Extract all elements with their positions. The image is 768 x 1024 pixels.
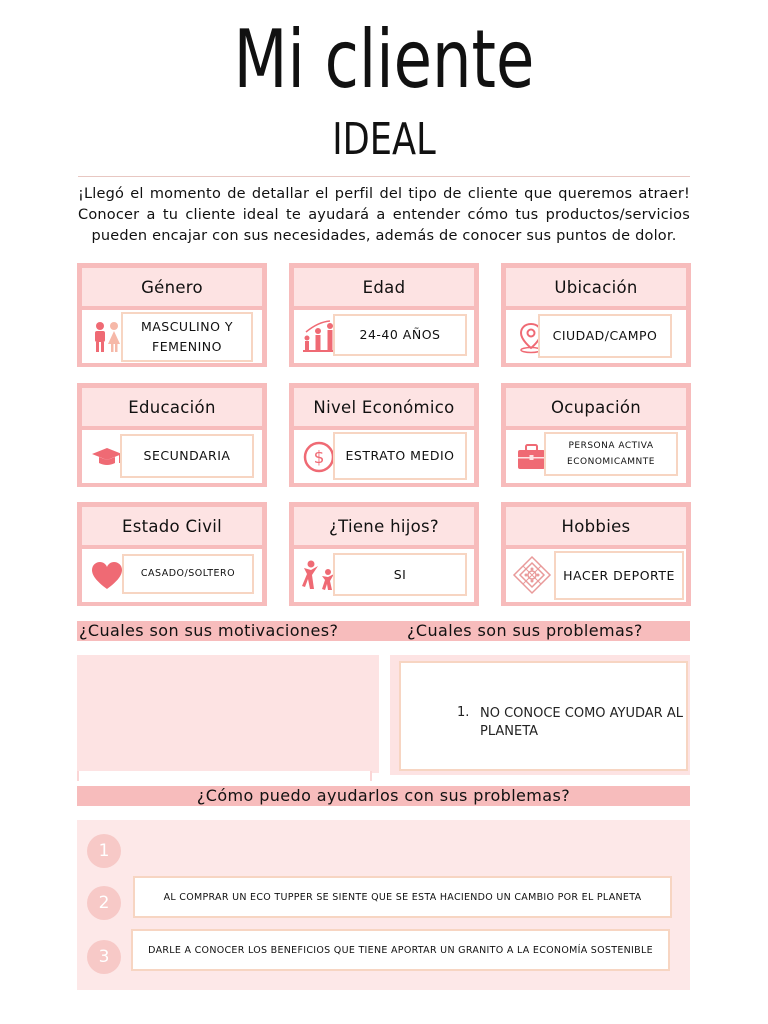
card-label: Nivel Económico (294, 388, 474, 426)
card-value: PERSONA ACTIVA ECONOMICAMNTE (544, 432, 678, 476)
card-value: ESTRATO MEDIO (333, 432, 467, 480)
page-title: Mi cliente (233, 13, 535, 106)
motivations-heading: ¿Cuales son sus motivaciones? (79, 621, 339, 640)
card-label: Género (82, 268, 262, 306)
help-heading: ¿Cómo puedo ayudarlos con sus problemas? (77, 786, 690, 806)
card-ocupacion (501, 383, 691, 487)
graduation-cap-icon (90, 440, 124, 474)
card-genero (77, 263, 267, 367)
steps-area (77, 820, 690, 990)
card-value: SECUNDARIA (120, 434, 254, 478)
people-icon (90, 320, 124, 354)
card-label: Edad (294, 268, 474, 306)
intro-paragraph: ¡Llegó el momento de detallar el perfil del tipo de cliente que queremos atraer! Conocer a tu cliente ideal te ayudará a entender cómo tus productos/servicios pueden encajar con sus necesidades, además de conocer sus puntos de dolor. (78, 186, 690, 244)
card-value: HACER DEPORTE (554, 551, 684, 600)
questions-band (77, 621, 690, 641)
card-educacion (77, 383, 267, 487)
card-edad (289, 263, 479, 367)
card-label: Ubicación (506, 268, 686, 306)
card-estado-civil (77, 502, 267, 606)
card-label: ¿Tiene hijos? (294, 507, 474, 545)
heart-icon (90, 559, 124, 593)
briefcase-icon (514, 440, 548, 474)
page-subtitle: IDEAL (332, 114, 436, 165)
card-label: Educación (82, 388, 262, 426)
card-value: CASADO/SOLTERO (122, 554, 254, 594)
card-value: MASCULINO Y FEMENINO (121, 312, 253, 362)
card-hobbies (501, 502, 691, 606)
step-text[interactable]: AL COMPRAR UN ECO TUPPER SE SIENTE QUE SE ESTA HACIENDO UN CAMBIO POR EL PLANETA (133, 876, 672, 918)
family-icon (302, 559, 336, 593)
problems-box (390, 655, 690, 775)
card-value: 24-40 AÑOS (333, 314, 467, 356)
step-number: 3 (87, 940, 121, 974)
step-number: 2 (87, 886, 121, 920)
card-nivel-economico (289, 383, 479, 487)
card-value: CIUDAD/CAMPO (538, 314, 672, 358)
problems-heading: ¿Cuales son sus problemas? (407, 621, 643, 640)
age-growth-icon (302, 320, 336, 354)
card-label: Ocupación (506, 388, 686, 426)
motivations-box[interactable] (77, 655, 379, 773)
card-label: Hobbies (506, 507, 686, 545)
divider (78, 176, 690, 177)
card-tiene-hijos (289, 502, 479, 606)
card-label: Estado Civil (82, 507, 262, 545)
list-number: 1. (457, 705, 470, 720)
problems-list-box[interactable] (399, 661, 688, 771)
dollar-coin-icon (302, 440, 336, 474)
step-text[interactable]: DARLE A CONOCER LOS BENEFICIOS QUE TIENE APORTAR UN GRANITO A LA ECONOMÍA SOSTENIBLE (131, 929, 670, 971)
card-value: SI (333, 553, 467, 596)
step-number: 1 (87, 834, 121, 868)
card-ubicacion (501, 263, 691, 367)
problem-item: NO CONOCE COMO AYUDAR AL PLANETA (480, 706, 683, 739)
svg-text:$: $ (313, 448, 325, 468)
hobby-pattern-icon (512, 555, 552, 595)
